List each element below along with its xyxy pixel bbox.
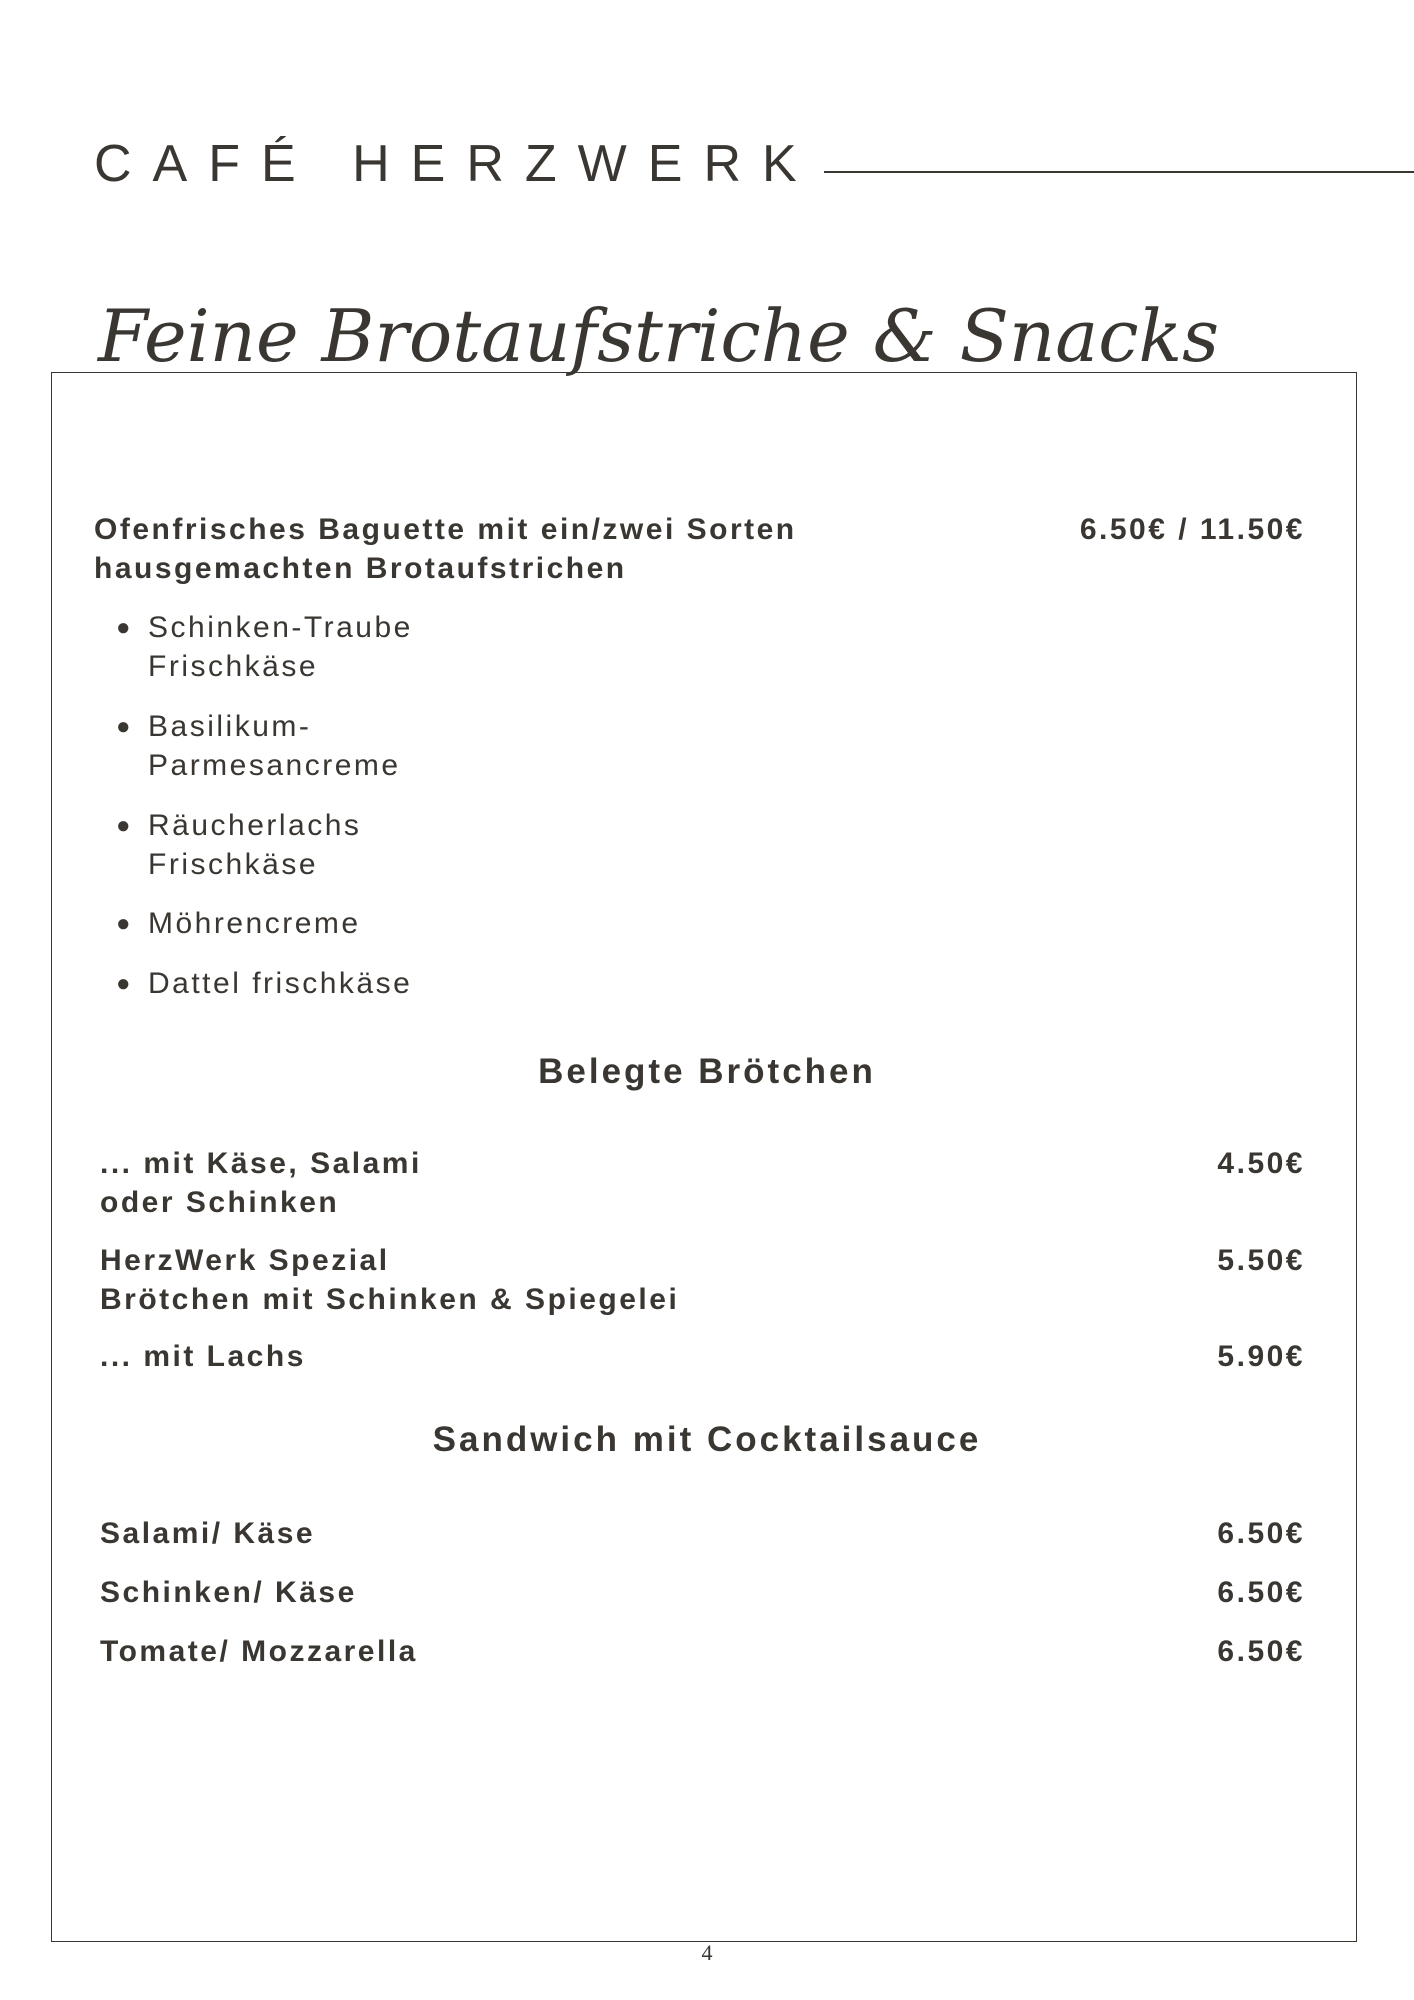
item-price: 4.50€ — [1217, 1147, 1305, 1180]
bullet-icon: ● — [116, 713, 133, 740]
section-heading: Belegte Brötchen — [538, 1052, 876, 1091]
item-price: 6.50€ — [1217, 1576, 1305, 1609]
spread-line-1: Basilikum- — [148, 710, 312, 743]
baguette-line-2: hausgemachten Brotaufstrichen — [94, 552, 627, 585]
item-name: Salami/ Käse — [100, 1517, 316, 1550]
bullet-icon: ● — [116, 970, 133, 997]
item-line-1: HerzWerk Spezial — [100, 1244, 390, 1277]
spread-line-1: Möhrencreme — [148, 907, 361, 940]
brand-name: CAFÉ HERZWERK — [94, 135, 818, 193]
spread-line-1: Schinken-Traube — [148, 611, 413, 644]
bullet-icon: ● — [116, 812, 133, 839]
section-title: Feine Brotaufstriche & Snacks — [84, 300, 1233, 372]
baguette-price: 6.50€ / 11.50€ — [1079, 513, 1305, 546]
spread-line-2: Frischkäse — [148, 650, 319, 683]
baguette-line-1: Ofenfrisches Baguette mit ein/zwei Sorten — [94, 513, 797, 546]
spread-line-2: Parmesancreme — [148, 749, 401, 782]
spread-line-1: Räucherlachs — [148, 809, 362, 842]
item-price: 5.90€ — [1217, 1340, 1305, 1373]
item-line-2: oder Schinken — [100, 1186, 340, 1219]
item-name: Schinken/ Käse — [100, 1576, 357, 1609]
spread-line-1: Dattel frischkäse — [148, 967, 413, 1000]
bullet-icon: ● — [116, 614, 133, 641]
item-price: 5.50€ — [1217, 1244, 1305, 1277]
bullet-icon: ● — [116, 910, 133, 937]
item-price: 6.50€ — [1217, 1517, 1305, 1550]
spread-line-2: Frischkäse — [148, 848, 319, 881]
item-line-2: Brötchen mit Schinken & Spiegelei — [100, 1283, 680, 1316]
item-price: 6.50€ — [1217, 1635, 1305, 1668]
page-number: 4 — [701, 1940, 713, 1965]
item-name: Tomate/ Mozzarella — [100, 1635, 418, 1668]
item-line-1: ... mit Lachs — [100, 1340, 306, 1373]
item-line-1: ... mit Käse, Salami — [100, 1147, 422, 1180]
brand-divider — [824, 171, 1414, 173]
section-heading: Sandwich mit Cocktailsauce — [432, 1420, 982, 1459]
